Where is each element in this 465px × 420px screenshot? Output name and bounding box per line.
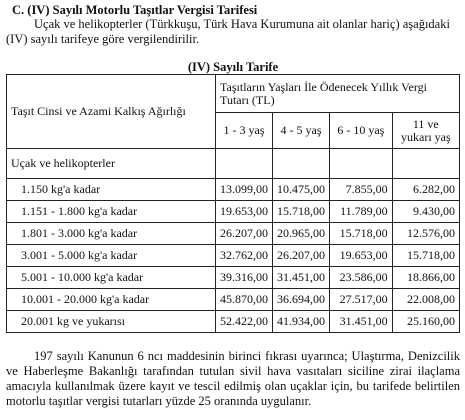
vehicle-type-header: Taşıt Cinsi ve Azami Kalkış Ağırlığı: [7, 75, 216, 149]
intro-paragraph: Uçak ve helikopterler (Türkkuşu, Türk Hava Kurumuna ait olanlar hariç) aşağıdaki (IV) sayılı tarifeye göre vergilendirilir.: [6, 17, 450, 46]
age-col-header: 6 - 10 yaş: [330, 113, 393, 149]
tariff-table: [6, 74, 460, 333]
tax-value: 25.160,00: [392, 311, 459, 333]
age-col-header: 1 - 3 yaş: [216, 113, 273, 149]
tax-value: 27.517,00: [330, 289, 393, 311]
section-row: [7, 149, 460, 179]
tax-value: 52.422,00: [216, 311, 273, 333]
tax-value: 15.718,00: [330, 223, 393, 245]
table-row: [7, 289, 460, 311]
tax-value: 31.451,00: [330, 311, 393, 333]
section-heading: C. (IV) Sayılı Motorlu Taşıtlar Vergisi Tarifesi: [12, 3, 258, 17]
weight-class-label: 1.151 - 1.800 kg'a kadar: [7, 201, 216, 223]
tax-value: 23.586,00: [330, 267, 393, 289]
weight-class-label: 1.801 - 3.000 kg'a kadar: [7, 223, 216, 245]
table-row: [7, 245, 460, 267]
tax-value: 26.207,00: [216, 223, 273, 245]
table-row: [7, 201, 460, 223]
tax-value: 9.430,00: [392, 201, 459, 223]
tax-value: 6.282,00: [392, 179, 459, 201]
table-header-row: [7, 75, 460, 113]
weight-class-label: 5.001 - 10.000 kg'a kadar: [7, 267, 216, 289]
tax-value: 45.870,00: [216, 289, 273, 311]
tax-value: 19.653,00: [330, 245, 393, 267]
table-row: [7, 267, 460, 289]
footnote-paragraph: 197 sayılı Kanunun 6 ncı maddesinin birinci fıkrası uyarınca; Ulaştırma, Denizcilik ve Haberleşme Bakanlığı tarafından tutulan sivil hava vasıtaları siciline zirai ilaçlama amacıyla kullanılmak üzere kayıt ve tescil edilmiş olan uçaklar için, bu tarifede belirtilen motorlu taşıtlar vergisi tutarları yüzde 25 oranında uygulanır.: [6, 349, 460, 408]
tax-value: 19.653,00: [216, 201, 273, 223]
tax-value: 13.099,00: [216, 179, 273, 201]
tax-value: 12.576,00: [392, 223, 459, 245]
tax-value: 36.694,00: [273, 289, 330, 311]
table-row: [7, 223, 460, 245]
tax-value: 20.965,00: [273, 223, 330, 245]
tax-value: 15.718,00: [392, 245, 459, 267]
tax-value: 11.789,00: [330, 201, 393, 223]
weight-class-label: 1.150 kg'a kadar: [7, 179, 216, 201]
weight-class-label: 3.001 - 5.000 kg'a kadar: [7, 245, 216, 267]
table-title: (IV) Sayılı Tarife: [187, 60, 279, 74]
tax-value: 41.934,00: [273, 311, 330, 333]
tax-value: 22.008,00: [392, 289, 459, 311]
table-row: [7, 179, 460, 201]
age-col-header: 4 - 5 yaş: [273, 113, 330, 149]
tax-value: 31.451,00: [273, 267, 330, 289]
tax-value: 26.207,00: [273, 245, 330, 267]
tax-value: 7.855,00: [330, 179, 393, 201]
tax-value: 39.316,00: [216, 267, 273, 289]
weight-class-label: 20.001 kg ve yukarısı: [7, 311, 216, 333]
tax-value: 10.475,00: [273, 179, 330, 201]
table-row: [7, 311, 460, 333]
age-group-header: Taşıtların Yaşları İle Ödenecek Yıllık Vergi Tutarı (TL): [216, 75, 460, 113]
tax-value: 15.718,00: [273, 201, 330, 223]
weight-class-label: 10.001 - 20.000 kg'a kadar: [7, 289, 216, 311]
tax-value: 32.762,00: [216, 245, 273, 267]
tax-value: 18.866,00: [392, 267, 459, 289]
age-col-header: 11 ve yukarı yaş: [392, 113, 459, 149]
section-label: Uçak ve helikopterler: [7, 149, 216, 179]
